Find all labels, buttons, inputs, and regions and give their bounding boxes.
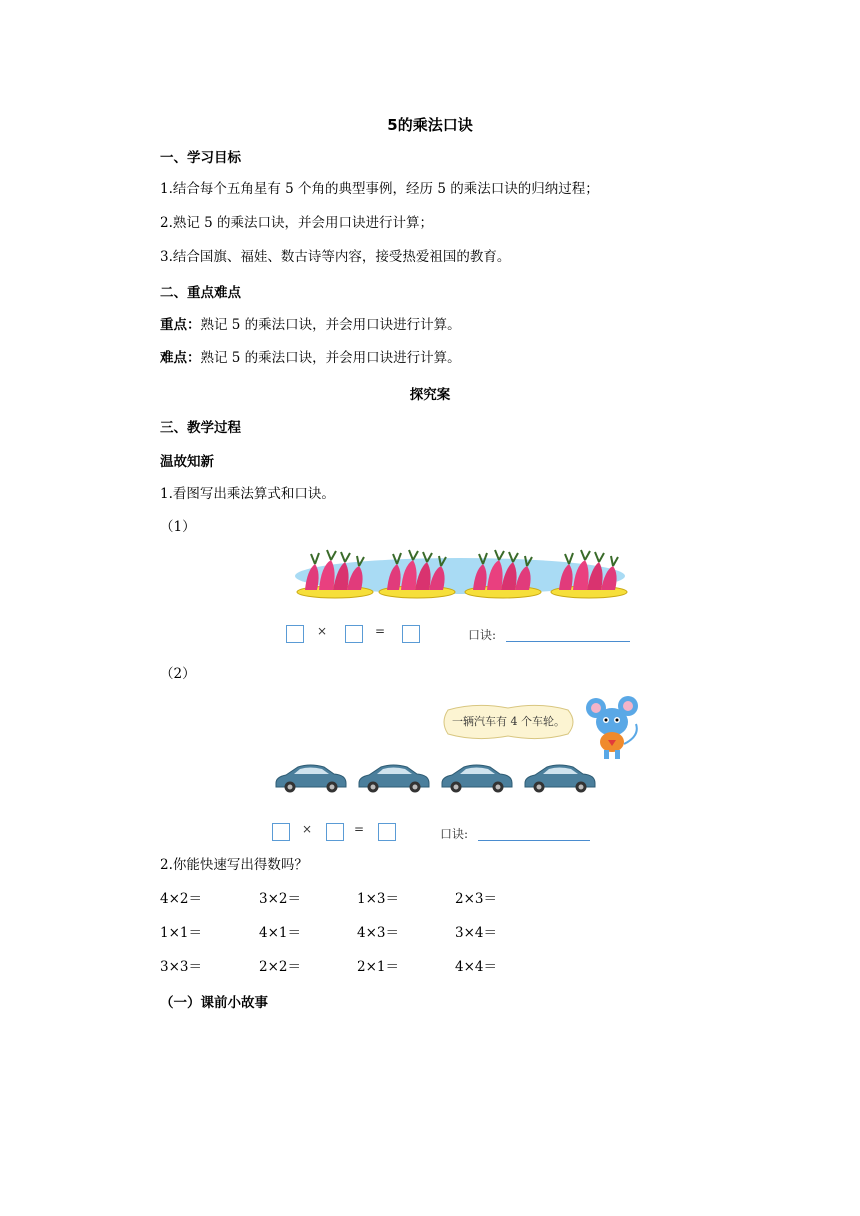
key-point-line [160,315,461,335]
calc-item: 1×3＝ [357,891,399,907]
calc-item: 3×3＝ [160,959,202,975]
objective-2: 2.熟记 5 的乘法口诀，并会用口诀进行计算； [160,215,434,231]
page-title: 5的乘法口诀 [387,116,473,134]
calc-item: 3×4＝ [455,925,497,941]
equals-sign-b: = [354,822,365,836]
answer-box-factor-2[interactable] [345,625,363,643]
key-point-label: 重点： [160,317,201,333]
speech-text: 一辆汽车有 4 个车轮。 [452,715,565,728]
answer-box-product-b[interactable] [378,823,396,841]
part-2-label: （2） [160,666,196,682]
calc-item: 1×1＝ [160,925,202,941]
kouju-answer-line[interactable] [506,641,630,642]
objective-1: 1.结合每个五角星有 5 个角的典型事例，经历 5 的乘法口诀的归纳过程； [160,181,599,197]
times-sign-b: × [302,822,313,836]
calc-item: 2×1＝ [357,959,399,975]
kouju-label: 口诀: [468,628,497,642]
answer-box-product[interactable] [402,625,420,643]
section-heading-key-points: 二、重点难点 [160,285,241,301]
difficulty-text: 熟记 5 的乘法口诀，并会用口诀进行计算。 [200,350,461,366]
calc-item: 2×2＝ [259,959,301,975]
question-1: 1.看图写出乘法算式和口诀。 [160,486,335,502]
times-sign: × [317,624,328,638]
mouse-mascot-image [584,696,644,762]
answer-box-factor-2b[interactable] [326,823,344,841]
kouju-label-b: 口诀: [440,827,469,841]
review-heading: 温故知新 [160,454,214,470]
question-2: 2.你能快速写出得数吗？ [160,857,308,873]
difficulty-line [160,348,461,368]
cars-image [272,761,612,795]
calc-item: 2×3＝ [455,891,497,907]
calc-item: 4×1＝ [259,925,301,941]
story-heading: （一）课前小故事 [160,995,268,1011]
calc-item: 4×4＝ [455,959,497,975]
calc-item: 3×2＝ [259,891,301,907]
answer-box-factor-1b[interactable] [272,823,290,841]
pineapple-plates-image [295,548,635,606]
calc-item: 4×3＝ [357,925,399,941]
part-1-label: （1） [160,519,196,535]
section-heading-process: 三、教学过程 [160,420,241,436]
equals-sign: = [375,624,386,638]
kouju-answer-line-b[interactable] [478,840,590,841]
answer-box-factor-1[interactable] [286,625,304,643]
explore-heading: 探究案 [409,387,451,403]
key-point-text: 熟记 5 的乘法口诀，并会用口诀进行计算。 [200,317,461,333]
objective-3: 3.结合国旗、福娃、数古诗等内容，接受热爱祖国的教育。 [160,249,511,265]
section-heading-objectives: 一、学习目标 [160,150,241,166]
difficulty-label: 难点： [160,350,201,366]
calc-item: 4×2＝ [160,891,202,907]
